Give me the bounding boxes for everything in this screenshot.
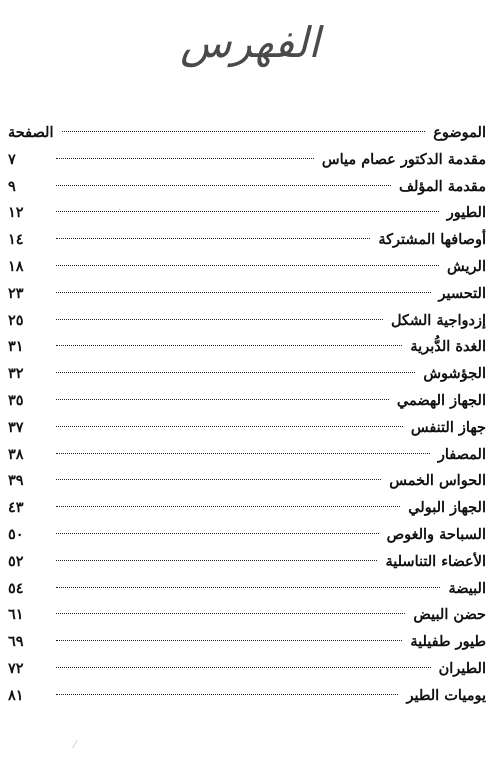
dot-leader [56, 211, 439, 212]
toc-entry [8, 388, 486, 415]
toc-entry-label: أوصافها المشتركة [378, 231, 486, 249]
dot-leader [56, 453, 430, 454]
toc-entry-page-number: ٥٠ [8, 525, 24, 543]
toc-entry-page-number: ٣٥ [8, 391, 24, 409]
toc-entry-label: البيضة [448, 579, 486, 597]
toc-entry-page-number: ٢٣ [8, 284, 24, 302]
dot-leader [56, 560, 377, 561]
toc-entry-label: الجؤشوش [423, 365, 486, 383]
toc-entry [8, 174, 486, 201]
dot-leader [56, 185, 391, 186]
toc-entry-label: جهاز التنفس [410, 418, 486, 436]
dot-leader [56, 265, 439, 266]
toc-entry-label: مقدمة الدكتور عصام مياس [321, 150, 486, 168]
toc-entry-page-number: ٤٣ [8, 499, 24, 517]
toc-entry [8, 254, 486, 281]
dot-leader [56, 399, 389, 400]
toc-entry [8, 147, 486, 174]
toc-entry-page-number: ٥٢ [8, 552, 24, 570]
toc-entry-label: مقدمة المؤلف [398, 177, 486, 195]
dot-leader [56, 292, 431, 293]
toc-entry [8, 200, 486, 227]
dot-leader [56, 319, 383, 320]
toc-entry [8, 361, 486, 388]
dot-leader [56, 506, 400, 507]
toc-entry-page-number: ١٤ [8, 231, 24, 249]
table-of-contents [8, 120, 486, 710]
toc-entry [8, 576, 486, 603]
toc-entry [8, 549, 486, 576]
toc-entry-page-number: ٣٢ [8, 365, 24, 383]
dot-leader [56, 426, 403, 427]
toc-entry-label: الريش [447, 257, 486, 275]
toc-entry [8, 442, 486, 469]
toc-entry-label: التحسير [438, 284, 486, 302]
toc-entry-page-number: ٥٤ [8, 579, 24, 597]
toc-entry-page-number: ٧ [8, 150, 16, 168]
toc-entry-page-number: ٣٩ [8, 472, 24, 490]
toc-entry-label: الحواس الخمس [389, 472, 486, 490]
toc-entry [8, 281, 486, 308]
page-column-header: الصفحة [8, 124, 54, 141]
toc-entry-page-number: ١٨ [8, 257, 24, 275]
toc-entry [8, 602, 486, 629]
toc-entry-page-number: ٦٩ [8, 633, 24, 651]
dot-leader [56, 613, 405, 614]
toc-entry [8, 495, 486, 522]
dot-leader [56, 533, 379, 534]
toc-entry [8, 683, 486, 710]
toc-entry-page-number: ٨١ [8, 686, 24, 704]
toc-entry-page-number: ٢٥ [8, 311, 24, 329]
dot-leader [56, 667, 431, 668]
toc-entry [8, 468, 486, 495]
dot-leader [56, 640, 402, 641]
topic-column-header: الموضوع [433, 124, 486, 141]
toc-entry-page-number: ٣٨ [8, 445, 24, 463]
toc-entry-label: الجهاز الهضمي [396, 391, 486, 409]
dot-leader [56, 587, 440, 588]
toc-entry [8, 629, 486, 656]
toc-entry-label: الغدة الدُّبرية [410, 338, 486, 356]
toc-entry-label: السباحة والغوص [386, 525, 486, 543]
toc-entry-label: الطيور [446, 204, 486, 222]
toc-entry-page-number: ٣١ [8, 338, 24, 356]
toc-entry-label: الطيران [438, 659, 486, 677]
paper-speck: · [118, 205, 122, 216]
toc-entry [8, 308, 486, 335]
dot-leader [62, 131, 426, 132]
dot-leader [56, 479, 381, 480]
toc-entry-label: الأعضاء التناسلية [385, 552, 486, 570]
toc-entry-page-number: ٣٧ [8, 418, 24, 436]
toc-entry [8, 227, 486, 254]
toc-entries [8, 147, 486, 710]
toc-entry [8, 415, 486, 442]
toc-entry-page-number: ٧٢ [8, 659, 24, 677]
toc-header-row [8, 120, 486, 147]
paper-speck: ⁄ [74, 740, 76, 751]
dot-leader [56, 238, 370, 239]
toc-entry-label: طيور طفيلية [410, 633, 486, 651]
toc-entry-page-number: ٩ [8, 177, 16, 195]
dot-leader [56, 372, 415, 373]
dot-leader [56, 345, 402, 346]
toc-entry-page-number: ١٢ [8, 204, 24, 222]
toc-entry-label: الجهاز البولي [408, 499, 486, 517]
page-title: الفهرس [180, 18, 320, 67]
toc-entry-page-number: ٦١ [8, 606, 24, 624]
toc-entry [8, 522, 486, 549]
dot-leader [56, 158, 314, 159]
toc-entry-label: إزدواجية الشكل [390, 311, 486, 329]
toc-entry-label: المصفار [437, 445, 486, 463]
toc-entry-label: يوميات الطير [406, 686, 486, 704]
dot-leader [56, 694, 398, 695]
toc-entry [8, 656, 486, 683]
toc-entry-label: حضن البيض [413, 606, 486, 624]
toc-entry [8, 334, 486, 361]
